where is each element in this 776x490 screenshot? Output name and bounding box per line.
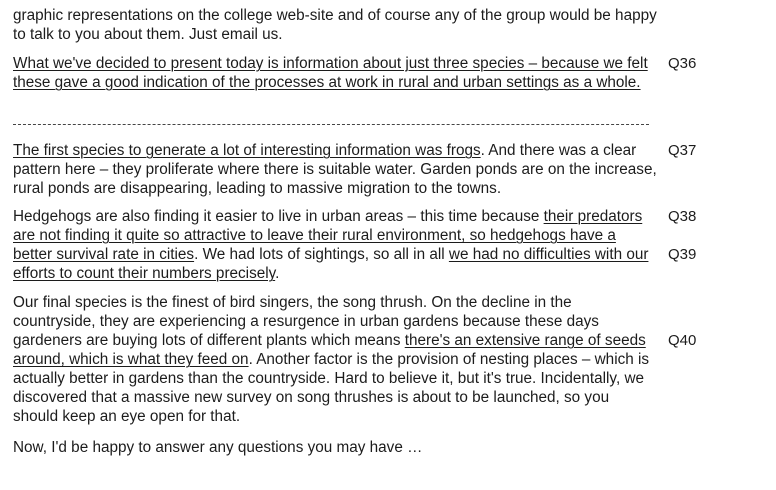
paragraph-hedgehogs-c: . bbox=[275, 265, 280, 282]
paragraph-intro bbox=[13, 6, 658, 44]
paragraph-frogs bbox=[13, 141, 658, 198]
answer-q38-underline: their predators are not finding it quite so attractive to leave their rural environment, so hedgehogs have a better survival rate in cities bbox=[13, 208, 643, 263]
paragraph-hedgehogs-b: . We had lots of sightings, so all in all bbox=[194, 246, 449, 263]
answer-q37-underline: The first species to generate a lot of interesting information was frogs bbox=[13, 142, 481, 159]
paragraph-frogs-rest: . And there was a clear pattern here – they proliferate where there is suitable water. Garden ponds are on the increase, rural ponds are disappearing, leading to massive migration to the towns. bbox=[13, 142, 657, 197]
answer-q39-underline: we had no difficulties with our efforts to count their numbers precisely bbox=[13, 246, 649, 282]
paragraph-hedgehogs bbox=[13, 207, 658, 283]
answer-q40-underline: there's an extensive range of seeds around, which is what they feed on bbox=[13, 332, 646, 368]
question-label-q36: Q36 bbox=[668, 55, 697, 72]
paragraph-song-thrush-a: Our final species is the finest of bird singers, the song thrush. On the decline in the countryside, they are experiencing a resurgence in urban gardens because these days gardeners are buying lots of different plants which means bbox=[13, 294, 599, 349]
paragraph-intro-text: graphic representations on the college web-site and of course any of the group would be happy to talk to you about them. Just email us. bbox=[13, 7, 657, 43]
paragraph-closing bbox=[13, 438, 658, 457]
question-label-q37: Q37 bbox=[668, 142, 697, 159]
paragraph-closing-text: Now, I'd be happy to answer any questions you may have … bbox=[13, 439, 423, 456]
question-label-q38: Q38 bbox=[668, 208, 697, 225]
dashed-divider bbox=[13, 124, 649, 125]
answer-q36-underline: What we've decided to present today is information about just three species – because we felt these gave a good indication of the processes at work in rural and urban settings as a whole. bbox=[13, 55, 648, 91]
question-label-q39: Q39 bbox=[668, 246, 697, 263]
paragraph-species-summary bbox=[13, 54, 658, 92]
paragraph-hedgehogs-a: Hedgehogs are also finding it easier to live in urban areas – this time because bbox=[13, 208, 544, 225]
paragraph-song-thrush-b: . Another factor is the provision of nesting places – which is actually better in gardens than the countryside. Hard to believe it, but it's true. Incidentally, we discovered that a massive new survey on song thrushes is about to be launched, so you should keep an eye open for that. bbox=[13, 351, 650, 425]
paragraph-song-thrush bbox=[13, 293, 658, 426]
question-label-q40: Q40 bbox=[668, 332, 697, 349]
